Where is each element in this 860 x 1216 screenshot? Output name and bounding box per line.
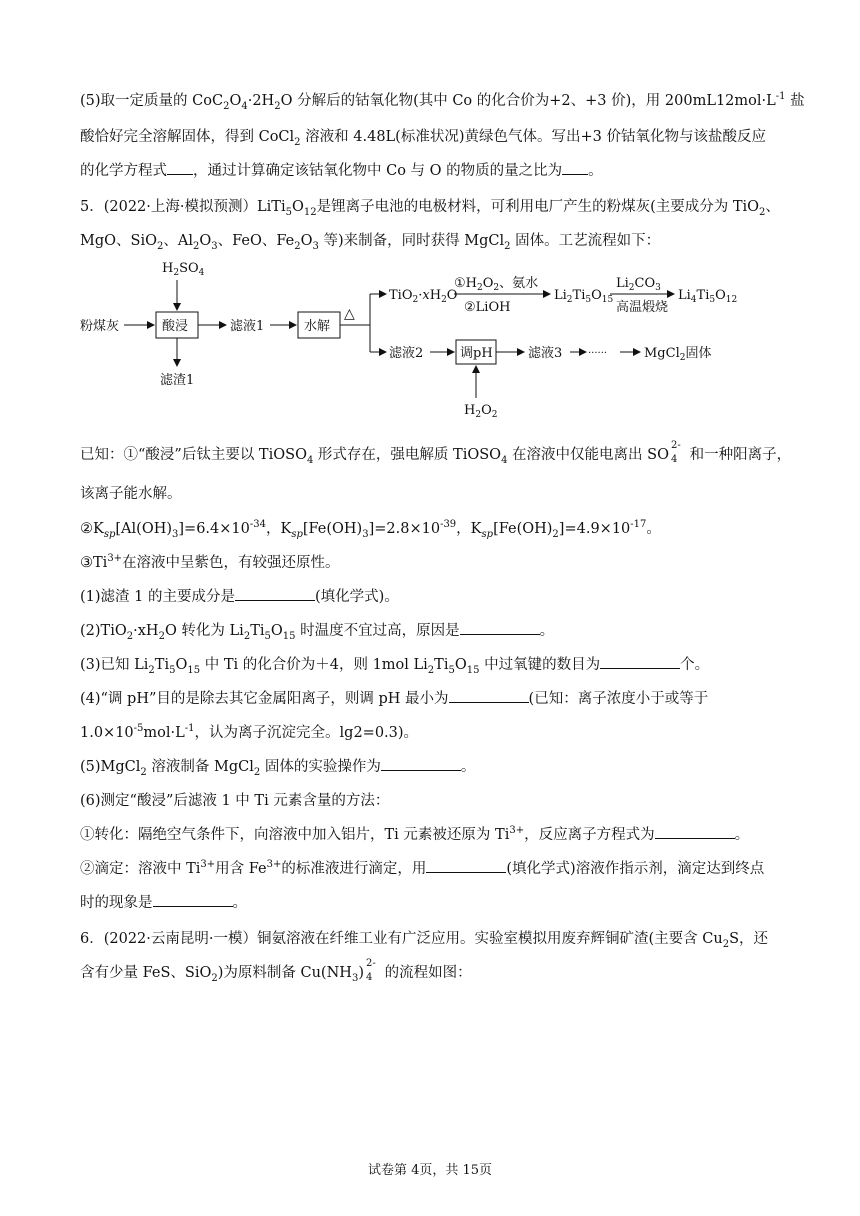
flow-dots: ······ [588, 348, 608, 359]
q5-part2: $(2)TiO_2\cdot xH_2O$ 转化为 $Li_2Ti_5O_{15}$ 时温度不宜过高，原因是 。 [80, 623, 555, 642]
process-flow-diagram [80, 256, 780, 422]
flow-lvye1: 滤液1 [230, 319, 265, 334]
answer-blank[interactable] [235, 600, 315, 601]
flow-tiaoph: 调pH [460, 346, 493, 361]
answer-blank[interactable] [381, 770, 461, 771]
answer-blank[interactable] [449, 702, 529, 703]
flow-h2so4: $H_2SO_4$ [162, 261, 205, 278]
flow-tio2-xh2o: $TiO_2\cdot xH_2O$ [389, 288, 458, 305]
q5-part6-conversion: ①转化：隔绝空气条件下，向溶液中加入铝片，Ti 元素被还原为 $Ti^{3+}$，反应离子方程式为 。 [80, 825, 750, 843]
flow-h2o2: $H_2O_2$ [464, 403, 498, 420]
flow-reagent-2: ②LiOH [464, 300, 511, 315]
q5-part5: (5)MgCl$_2$ 溶液制备 MgCl$_2$ 固体的实验操作为 。 [80, 759, 476, 778]
q5-part4: (4)“调 pH”目的是除去其它金属阳离子，则调 pH 最小为 (已知：离子浓度小于或等于 [80, 691, 709, 707]
q6-intro-line1: 6．(2022·云南昆明·一模）铜氨溶液在纤维工业有广泛应用。实验室模拟用废弃辉铜矿渣(主要含 $Cu_2S$，还 [80, 931, 769, 950]
q5-known-3: $③Ti^{3+}$在溶液中呈紫色，有较强还原性。 [80, 553, 340, 571]
q5-part6-titration-cont: 时的现象是 。 [80, 895, 247, 911]
q4-part5-line3: 的化学方程式 ，通过计算确定该钴氧化物中 Co 与 O 的物质的量之比为 。 [80, 163, 603, 179]
flow-reagent-1: $①H_2O_2$、氨水 [454, 276, 539, 293]
flow-lvye2: 滤液2 [389, 346, 424, 361]
flow-delta: △ [344, 306, 355, 322]
q5-part6-titration: ②滴定：溶液中 $Ti^{3+}$用含 $Fe^{3+}$的标准液进行滴定，用 (填化学式)溶液作指示剂，滴定达到终点 [80, 859, 765, 877]
flow-suanjin: 酸浸 [162, 319, 189, 334]
q5-part6: (6)测定“酸浸”后滤液 1 中 Ti 元素含量的方法： [80, 793, 390, 809]
flow-mgcl2: MgCl$_2$固体 [644, 346, 712, 363]
answer-blank[interactable] [460, 634, 540, 635]
flow-li4ti5o12: $Li_4Ti_5O_{12}$ [678, 288, 738, 305]
q5-part3: (3)已知 $Li_2Ti_5O_{15}$ 中 Ti 的化合价为＋4，则 1mol $Li_2Ti_5O_{15}$ 中过氧键的数目为 个。 [80, 657, 710, 676]
answer-blank[interactable] [167, 174, 193, 175]
q5-part4-cont: $1.0\times 10^{-5}mol\cdot L^{-1}$，认为离子沉淀完全。lg2=0.3)。 [80, 723, 419, 741]
q5-part1: (1)滤渣 1 的主要成分是 (填化学式)。 [80, 589, 399, 605]
flow-shuijie: 水解 [304, 319, 331, 334]
q6-intro-line2: 含有少量 FeS、SiO$_2$)为原料制备 $Cu(NH_3)$ 2- 4 的流程如图： [80, 958, 472, 984]
q4-part5-line1: (5)取一定质量的 $CoC_2O_4\cdot 2H_2O$ 分解后的钴氧化物(其中 Co 的化合价为+2、+3 价)，用 $200mL12mol\cdot L^{-1}$ 盐 [80, 91, 805, 112]
flow-li2ti5o15: $Li_2Ti_5O_{15}$ [554, 288, 614, 305]
q5-known-1-cont: 该离子能水解。 [80, 486, 182, 502]
q5-intro-line2: MgO、SiO$_2$、$Al_2O_3$、FeO、$Fe_2O_3$ 等)来制备，同时获得 MgCl$_2$ 固体。工艺流程如下： [80, 233, 661, 252]
flow-fenmeihui: 粉煤灰 [80, 319, 120, 334]
flow-li2co3: $Li_2CO_3$ [616, 276, 661, 293]
q5-known-2-ksp: $②K_{sp}[Al(OH)_3]=6.4\times 10^{-34}$，$K_{sp}[Fe(OH)_3]=2.8\times 10^{-39}$，$K_{sp}[Fe(OH)_2]=4.9\times 10^{-17}$。 [80, 519, 661, 540]
q4-part5-line2: 酸恰好完全溶解固体，得到 CoCl$_2$ 溶液和 4.48L(标准状况)黄绿色气体。写出+3 价钴氧化物与该盐酸反应 [80, 129, 766, 148]
answer-blank[interactable] [600, 668, 680, 669]
answer-blank[interactable] [426, 872, 506, 873]
q5-intro-line1: 5．(2022·上海·模拟预测）$LiTi_5O_{12}$是锂离子电池的电极材料，可利用电厂产生的粉煤灰(主要成分为 TiO$_2$、 [80, 199, 780, 218]
answer-blank[interactable] [655, 838, 735, 839]
q5-known-1: 已知：①“酸浸”后钛主要以 TiOSO$_4$ 形式存在，强电解质 TiOSO$_4$ 在溶液中仅能电离出 SO 2- 4 和一种阳离子， [80, 440, 792, 466]
page-footer: 试卷第 4页，共 15页 [367, 1163, 493, 1178]
flow-calcine: 高温煅烧 [616, 300, 669, 315]
answer-blank[interactable] [153, 906, 233, 907]
answer-blank[interactable] [562, 174, 588, 175]
flow-lvye3: 滤液3 [528, 346, 563, 361]
flow-lvzha1: 滤渣1 [160, 373, 195, 388]
